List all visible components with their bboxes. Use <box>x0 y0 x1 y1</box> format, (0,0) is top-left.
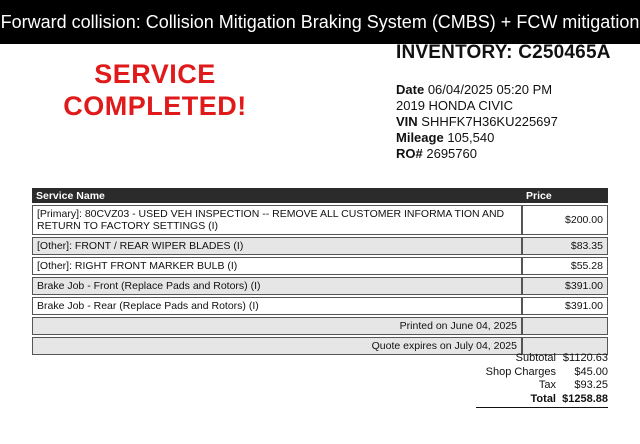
tax-label: Tax <box>538 379 556 391</box>
shop-charges-value: $45.00 <box>574 365 608 378</box>
service-name-cell: [Primary]: 80CVZ03 - USED VEH INSPECTION -- REMOVE ALL CUSTOMER INFORMA TION AND RETURN TO FACTORY SETTINGS (I) <box>32 205 522 235</box>
table-row <box>32 205 608 235</box>
tax-row <box>476 379 608 393</box>
shop-charges-label: Shop Charges <box>485 365 556 378</box>
total-value: $1258.88 <box>562 392 608 405</box>
stamp-line-1: SERVICE <box>94 59 216 89</box>
date-row <box>396 82 558 98</box>
service-completed-stamp <box>40 58 270 122</box>
vin-label: VIN <box>396 114 418 129</box>
vehicle-info <box>396 82 558 162</box>
table-row <box>32 237 608 255</box>
table-header-row <box>32 188 608 203</box>
shop-charges-row <box>476 366 608 380</box>
mileage-value: 105,540 <box>447 130 495 145</box>
service-name-cell: [Other]: RIGHT FRONT MARKER BULB (I) <box>32 257 522 275</box>
empty-price-cell <box>522 317 608 335</box>
quote-expiry: Quote expires on July 04, 2025 <box>32 337 522 355</box>
service-name-header: Service Name <box>32 188 522 203</box>
service-name-cell: [Other]: FRONT / REAR WIPER BLADES (I) <box>32 237 522 255</box>
printed-date-row <box>32 317 608 335</box>
subtotal-value: $1120.63 <box>562 352 608 364</box>
price-cell: $391.00 <box>522 277 608 295</box>
price-cell: $83.35 <box>522 237 608 255</box>
mileage-label: Mileage <box>396 130 444 145</box>
total-row <box>476 393 608 409</box>
caption-title: Forward collision: Collision Mitigation Braking System (CMBS) + FCW mitigation <box>0 12 640 32</box>
ro-value: 2695760 <box>426 146 477 161</box>
price-cell: $55.28 <box>522 257 608 275</box>
vehicle-description: 2019 HONDA CIVIC <box>396 98 514 113</box>
price-header: Price <box>522 188 608 203</box>
table-row <box>32 277 608 295</box>
ro-row <box>396 146 558 162</box>
price-cell: $391.00 <box>522 297 608 315</box>
date-value: 06/04/2025 05:20 PM <box>427 82 553 97</box>
stamp-line-2: COMPLETED! <box>63 91 247 121</box>
totals-block <box>476 352 608 408</box>
subtotal-row <box>476 352 608 366</box>
mileage-row <box>396 130 558 146</box>
table-row <box>32 297 608 315</box>
service-name-cell: Brake Job - Front (Replace Pads and Rotors) (I) <box>32 277 522 295</box>
date-label: Date <box>396 82 425 97</box>
vin-value: SHHFK7H36KU225697 <box>421 114 558 129</box>
table-row <box>32 257 608 275</box>
printed-date: Printed on June 04, 2025 <box>32 317 522 335</box>
caption-banner <box>0 0 640 44</box>
inventory-number: INVENTORY: C250465A <box>396 42 611 63</box>
vin-row <box>396 114 558 130</box>
subtotal-label: Subtotal <box>515 352 556 364</box>
price-cell: $200.00 <box>522 205 608 235</box>
service-name-cell: Brake Job - Rear (Replace Pads and Rotors) (I) <box>32 297 522 315</box>
ro-label: RO# <box>396 146 423 161</box>
total-label: Total <box>530 392 556 405</box>
tax-value: $93.25 <box>574 379 608 391</box>
services-table <box>32 186 608 357</box>
